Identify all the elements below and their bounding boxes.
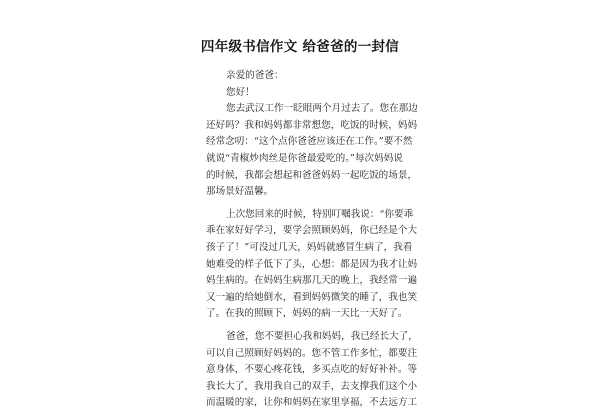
paragraph-line: 乖在家好好学习，要学会照顾妈妈，你已经是个大 bbox=[206, 225, 418, 237]
paragraph-line: 她难受的样子低下了头，心想：都是因为我才让妈 bbox=[206, 258, 418, 270]
paragraph-line: 了。在我的照顾下，妈妈的病一天比一天好了。 bbox=[206, 308, 408, 320]
paragraph-line: 就说“青椒炒肉丝是你爸最爱吃的。”每次妈妈说 bbox=[206, 152, 403, 164]
paragraph-line: 意身体，不要心疼花钱，多买点吃的好好补补。等 bbox=[206, 364, 418, 376]
paragraph-line: 又一遍的给她倒水，看到妈妈微笑的睡了，我也笑 bbox=[206, 291, 418, 303]
paragraph-line: 您去武汉工作一眨眼两个月过去了。您在那边 bbox=[226, 103, 418, 115]
paragraph-line: 而温暖的家，让你和妈妈在家里享福，不去远方工 bbox=[206, 397, 418, 409]
paragraph-line: 上次您回来的时候，特别叮嘱我说：“你要乖 bbox=[226, 208, 414, 220]
paragraph-line: 孩子了！”可没过几天，妈妈就感冒生病了，我看 bbox=[206, 241, 413, 253]
paragraph-1 bbox=[206, 101, 418, 201]
paragraph-3 bbox=[206, 329, 418, 412]
salutation: 亲爱的爸爸： bbox=[226, 70, 284, 81]
paragraph-line: 妈生病的。在妈妈生病那几天的晚上，我经常一遍 bbox=[206, 275, 418, 287]
document-title: 四年级书信作文 给爸爸的一封信 bbox=[200, 39, 400, 55]
paragraph-line: 经常念叨：“这个点你爸爸应该还在工作。”要不然 bbox=[206, 136, 413, 148]
paragraph-line: 还好吗？我和妈妈都非常想您，吃饭的时候，妈妈 bbox=[206, 119, 418, 131]
letter-body bbox=[206, 68, 418, 412]
paragraph-line: 那场景好温馨。 bbox=[206, 186, 274, 198]
paragraph-line: 可以自己照顾好妈妈的。您不管工作多忙，都要注 bbox=[206, 347, 418, 359]
paragraph-line: 我长大了，我用我自己的双手，去支撑我们这个小 bbox=[206, 380, 418, 392]
paragraph-line: 的时候，我都会想起和爸爸妈妈一起吃饭的场景， bbox=[206, 169, 418, 181]
paragraph-line: 爸爸，您不要担心我和妈妈，我已经长大了， bbox=[226, 330, 418, 342]
paragraph-2 bbox=[206, 207, 418, 323]
greeting: 您好！ bbox=[226, 86, 255, 98]
